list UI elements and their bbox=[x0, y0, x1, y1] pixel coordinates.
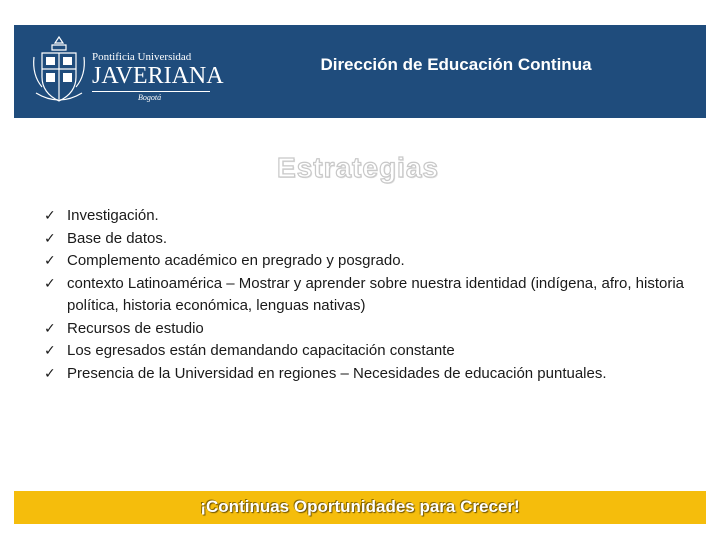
section-title: Estrategias bbox=[277, 152, 439, 183]
list-item bbox=[44, 273, 684, 318]
list-item bbox=[44, 250, 684, 273]
strategies-list bbox=[44, 205, 684, 385]
logo-divider bbox=[92, 91, 210, 92]
list-item bbox=[44, 228, 684, 251]
header-title: Dirección de Educación Continua bbox=[320, 55, 592, 74]
checkmark-icon: ✓ bbox=[44, 208, 56, 224]
list-item-text: contexto Latinoamérica – Mostrar y aprender sobre nuestra identidad (indígena, afro, historia política, historia económica, lenguas nativas) bbox=[67, 274, 685, 314]
list-item bbox=[44, 340, 684, 363]
university-logo bbox=[30, 33, 224, 111]
list-item-text: Complemento académico en pregrado y posgrado. bbox=[67, 252, 405, 269]
header-banner bbox=[14, 25, 706, 118]
logo-university-name: JAVERIANA bbox=[92, 63, 224, 89]
checkmark-icon: ✓ bbox=[44, 343, 56, 359]
list-item-text: Recursos de estudio bbox=[67, 319, 204, 337]
list-item bbox=[44, 205, 684, 228]
checkmark-icon: ✓ bbox=[44, 320, 56, 337]
list-item-text: Presencia de la Universidad en regiones – Necesidades de educación puntuales. bbox=[67, 364, 607, 382]
checkmark-icon: ✓ bbox=[44, 275, 56, 292]
checkmark-icon: ✓ bbox=[44, 365, 56, 382]
list-item-text: Investigación. bbox=[67, 207, 159, 224]
list-item-text: Los egresados están demandando capacitación constante bbox=[67, 342, 455, 359]
logo-city: Bogotá bbox=[138, 93, 162, 102]
footer-bar bbox=[14, 491, 706, 524]
list-item bbox=[44, 318, 684, 341]
logo-university-prefix: Pontificia Universidad bbox=[92, 51, 192, 63]
checkmark-icon: ✓ bbox=[44, 230, 56, 247]
list-item-text: Base de datos. bbox=[67, 229, 168, 247]
list-item bbox=[44, 363, 684, 386]
footer-slogan: ¡Continuas Oportunidades para Crecer! bbox=[200, 497, 520, 516]
coat-of-arms-icon bbox=[30, 33, 88, 109]
checkmark-icon: ✓ bbox=[44, 253, 56, 269]
